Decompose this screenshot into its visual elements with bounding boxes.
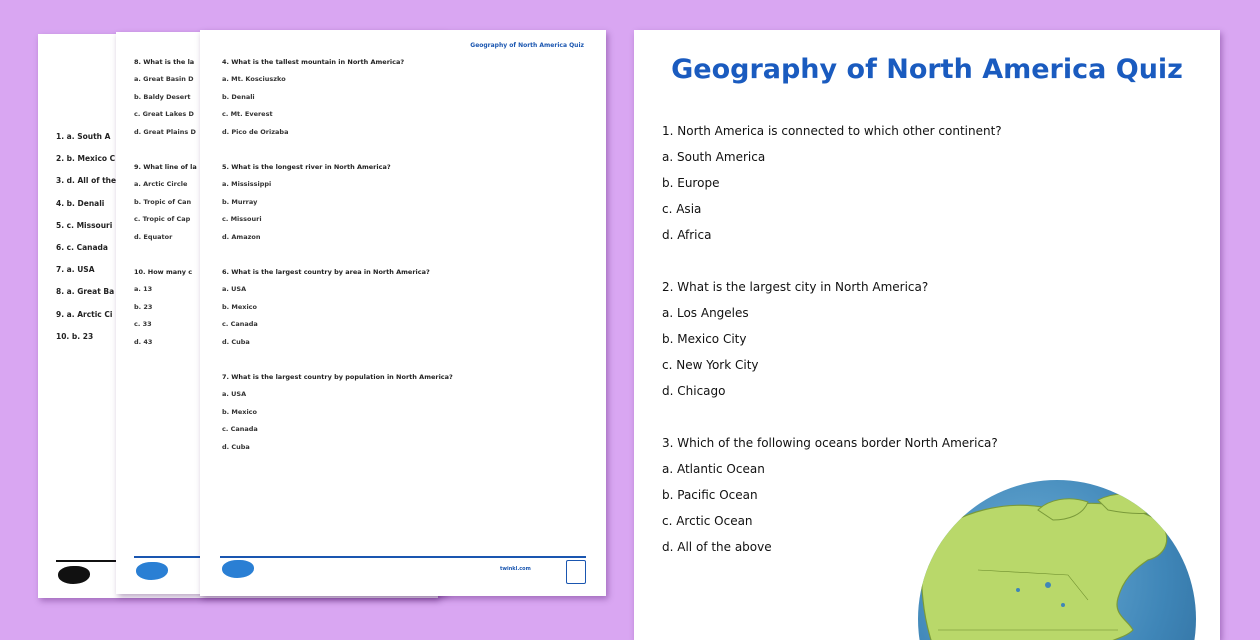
option-text: c. Asia <box>662 202 702 216</box>
footer-line <box>56 560 116 562</box>
logo-blob <box>136 562 168 580</box>
question-text: 6. What is the largest country by area in North America? <box>222 268 430 276</box>
book-icon <box>566 560 586 584</box>
option-text: b. Mexico <box>222 407 258 416</box>
question-text: 7. What is the largest country by population in North America? <box>222 373 453 381</box>
option-text: a. Mt. Kosciuszko <box>222 75 286 83</box>
answer-item: 10. b. 23 <box>56 331 94 341</box>
option-text: c. Great Lakes D <box>134 110 194 118</box>
option-text: c. Canada <box>222 425 258 433</box>
option-text: d. All of the above <box>662 540 772 554</box>
answer-item: 7. a. USA <box>56 265 95 275</box>
option-text: c. Mt. Everest <box>222 110 273 118</box>
question-column <box>134 58 197 355</box>
option-text: a. Great Basin D <box>134 75 194 83</box>
footer-text: twinkl.com <box>500 566 531 572</box>
option-text: d. Cuba <box>222 442 250 451</box>
option-text: b. Pacific Ocean <box>662 488 758 502</box>
logo-blob <box>58 566 90 584</box>
answer-item: 6. c. Canada <box>56 242 108 252</box>
option-text: c. Missouri <box>222 215 262 223</box>
option-text: c. Tropic of Cap <box>134 215 191 223</box>
quiz-page-3 <box>200 30 606 596</box>
question-text: 8. What is the la <box>134 58 195 66</box>
option-text: a. Mississippi <box>222 180 272 188</box>
north-america-map-icon <box>918 480 1196 640</box>
answer-item: 2. b. Mexico C <box>56 154 116 164</box>
answer-item: 8. a. Great Ba <box>56 287 115 297</box>
question-text: 5. What is the longest river in North America? <box>222 163 391 171</box>
question-text: 1. North America is connected to which other continent? <box>662 124 1002 138</box>
option-text: a. Atlantic Ocean <box>662 462 765 476</box>
answer-item: 1. a. South A <box>56 132 111 141</box>
option-text: b. Baldy Desert <box>134 92 191 101</box>
option-text: a. USA <box>222 390 247 398</box>
option-text: b. Murray <box>222 197 258 206</box>
option-text: d. 43 <box>134 337 153 346</box>
option-text: b. Tropic of Can <box>134 197 192 206</box>
option-text: d. Africa <box>662 228 712 242</box>
option-text: d. Cuba <box>222 337 250 346</box>
option-text: b. 23 <box>134 302 153 311</box>
question-column <box>222 58 453 460</box>
question-text: 9. What line of la <box>134 163 197 171</box>
answer-item: 4. b. Denali <box>56 198 105 208</box>
option-text: d. Equator <box>134 232 173 241</box>
option-text: c. 33 <box>134 320 152 328</box>
answer-item: 9. a. Arctic Ci <box>56 309 113 319</box>
option-text: c. New York City <box>662 358 759 372</box>
answer-item: 3. d. All of the <box>56 176 117 186</box>
option-text: b. Denali <box>222 92 255 101</box>
answer-list <box>56 132 116 354</box>
question-text: 10. How many c <box>134 268 193 276</box>
quiz-main-page <box>634 30 1220 640</box>
page-title: Geography of North America Quiz <box>671 54 1183 85</box>
option-text: a. 13 <box>134 285 153 293</box>
question-text: 2. What is the largest city in North America? <box>662 280 929 294</box>
mini-header: Geography of North America Quiz <box>470 42 584 49</box>
option-text: d. Amazon <box>222 232 261 241</box>
option-text: a. South America <box>662 150 766 164</box>
option-text: d. Pico de Orizaba <box>222 127 289 136</box>
option-text: d. Great Plains D <box>134 127 196 136</box>
option-text: b. Mexico <box>222 302 258 311</box>
answer-item: 5. c. Missouri <box>56 220 113 230</box>
option-text: d. Chicago <box>662 384 726 398</box>
logo-blob <box>222 560 254 578</box>
footer-line <box>220 556 586 558</box>
globe-illustration <box>918 480 1196 640</box>
option-text: b. Europe <box>662 176 720 190</box>
option-text: c. Canada <box>222 320 258 328</box>
option-text: b. Mexico City <box>662 332 747 346</box>
option-text: a. Arctic Circle <box>134 180 188 188</box>
option-text: c. Arctic Ocean <box>662 514 753 528</box>
option-text: a. Los Angeles <box>662 306 749 320</box>
question-text: 3. Which of the following oceans border North America? <box>662 436 998 450</box>
option-text: a. USA <box>222 285 247 293</box>
question-text: 4. What is the tallest mountain in North America? <box>222 58 405 66</box>
